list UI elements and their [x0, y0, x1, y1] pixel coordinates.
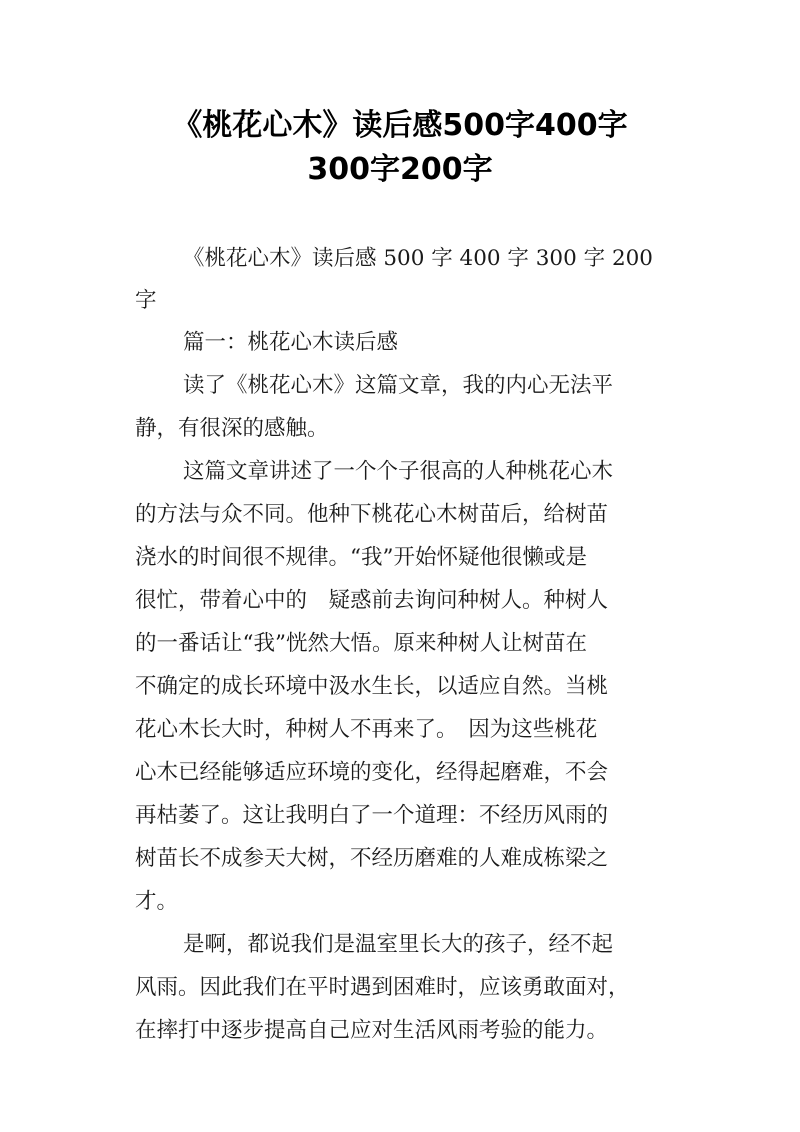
body-line: 再枯萎了。这让我明白了一个道理：不经历风雨的: [135, 803, 609, 828]
body-line: 风雨。因此我们在平时遇到困难时，应该勇敢面对，: [135, 975, 630, 1000]
body-line: 字: [135, 288, 157, 313]
body-line: 很忙，带着心中的 疑惑前去询问种树人。种树人: [135, 588, 609, 613]
body-line: 的一番话让“我”恍然大悟。原来种树人让树苗在: [135, 631, 587, 656]
document-title-line-2: 300字200字: [307, 152, 493, 187]
body-line: 是啊，都说我们是温室里长大的孩子，经不起: [183, 932, 614, 957]
body-line: 浇水的时间很不规律。“我”开始怀疑他很懒或是: [135, 545, 587, 570]
body-line: 树苗长不成参天大树，不经历磨难的人难成栋梁之: [135, 846, 609, 871]
body-line: 读了《桃花心木》这篇文章，我的内心无法平: [183, 373, 614, 398]
body-line: 在摔打中逐步提高自己应对生活风雨考验的能力。: [135, 1018, 609, 1043]
body-line: 才。: [135, 889, 179, 914]
body-line: 花心木长大时，种树人不再来了。 因为这些桃花: [135, 717, 598, 742]
body-line: 这篇文章讲述了一个个子很高的人种桃花心木: [183, 459, 614, 484]
body-line: 静，有很深的感触。: [135, 416, 329, 441]
body-line: 心木已经能够适应环境的变化，经得起磨难，不会: [135, 760, 609, 785]
body-line: 的方法与众不同。他种下桃花心木树苗后，给树苗: [135, 502, 609, 527]
document-title-line-1: 《桃花心木》读后感500字400字: [172, 108, 628, 143]
body-line: 不确定的成长环境中汲水生长，以适应自然。当桃: [135, 674, 609, 699]
body-line: 《桃花心木》读后感 500 字 400 字 300 字 200: [183, 246, 653, 271]
section-heading: 篇一：桃花心木读后感: [183, 330, 399, 355]
